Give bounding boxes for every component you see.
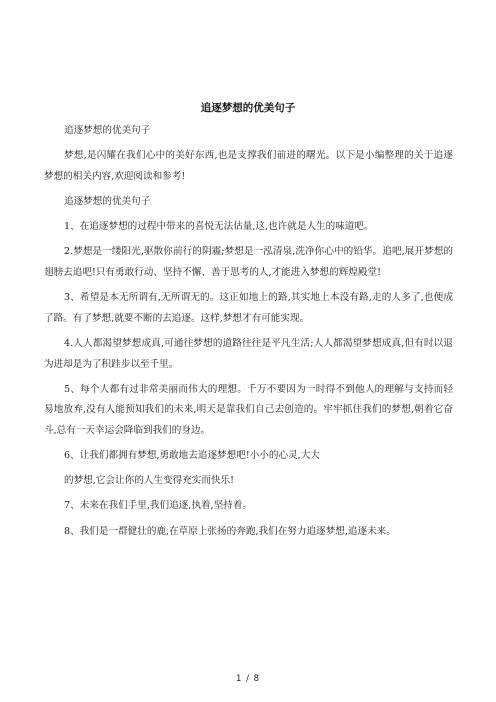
page-number: 1 / 8 bbox=[235, 674, 261, 684]
paragraph-subheading: 追逐梦想的优美句子 bbox=[64, 195, 151, 207]
paragraph-item-5: 5、每个人都有过非常美丽而伟大的理想。千万不要因为一时得不到他人的理解与支持而轻易地放弃,没有人能预知我们的未来,明天是靠我们自己去创造的。牢牢抓住我们的梦想,朝着它奋斗,总有一天幸运会降临到我们的身边。 bbox=[44, 383, 453, 436]
document-body bbox=[44, 121, 453, 547]
document-title: 追逐梦想的优美句子 bbox=[200, 102, 296, 114]
paragraph-intro: 梦想,是闪耀在我们心中的美好东西,也是支撑我们前进的曙光。以下是小编整理的关于追逐梦想的相关内容,欢迎阅读和参考! bbox=[44, 150, 453, 182]
paragraph-item-4: 4.人人都渴望梦想成真,可通往梦想的道路往往是平凡生活;人人都渴望梦想成真,但有时以退为进却是为了积跬步以至千里。 bbox=[44, 337, 453, 370]
paragraph-heading: 追逐梦想的优美句子 bbox=[64, 125, 151, 136]
paragraph-item-2: 2.梦想是一缕阳光,驱散你前行的阴霾;梦想是一泓清泉,洗净你心中的铅华。追吧,展开梦想的翅膀去追吧!只有勇敢行动、坚持不懈、善于思考的人,才能进入梦想的辉煌殿堂! bbox=[44, 246, 453, 278]
paragraph-item-6-continued: 的梦想,它会让你的人生变得充实而快乐! bbox=[64, 475, 234, 487]
paragraph-item-8: 8、我们是一群健壮的鹿,在草原上张扬的奔跑,我们在努力追逐梦想,追逐未来。 bbox=[64, 525, 396, 537]
paragraph-item-1: 1、在追逐梦想的过程中带来的喜悦无法估量,这,也许就是人生的味道吧。 bbox=[64, 221, 374, 233]
paragraph-item-6: 6、让我们都拥有梦想,勇敢地去追逐梦想吧!小小的心灵,大大 bbox=[64, 450, 320, 462]
paragraph-item-3: 3、希望是本无所谓有,无所谓无的。这正如地上的路,其实地上本没有路,走的人多了,也便成了路。有了梦想,就要不断的去追逐。这样,梦想才有可能实现。 bbox=[44, 292, 453, 324]
paragraph-item-7: 7、未来在我们手里,我们追逐,执着,坚持着。 bbox=[64, 500, 252, 512]
